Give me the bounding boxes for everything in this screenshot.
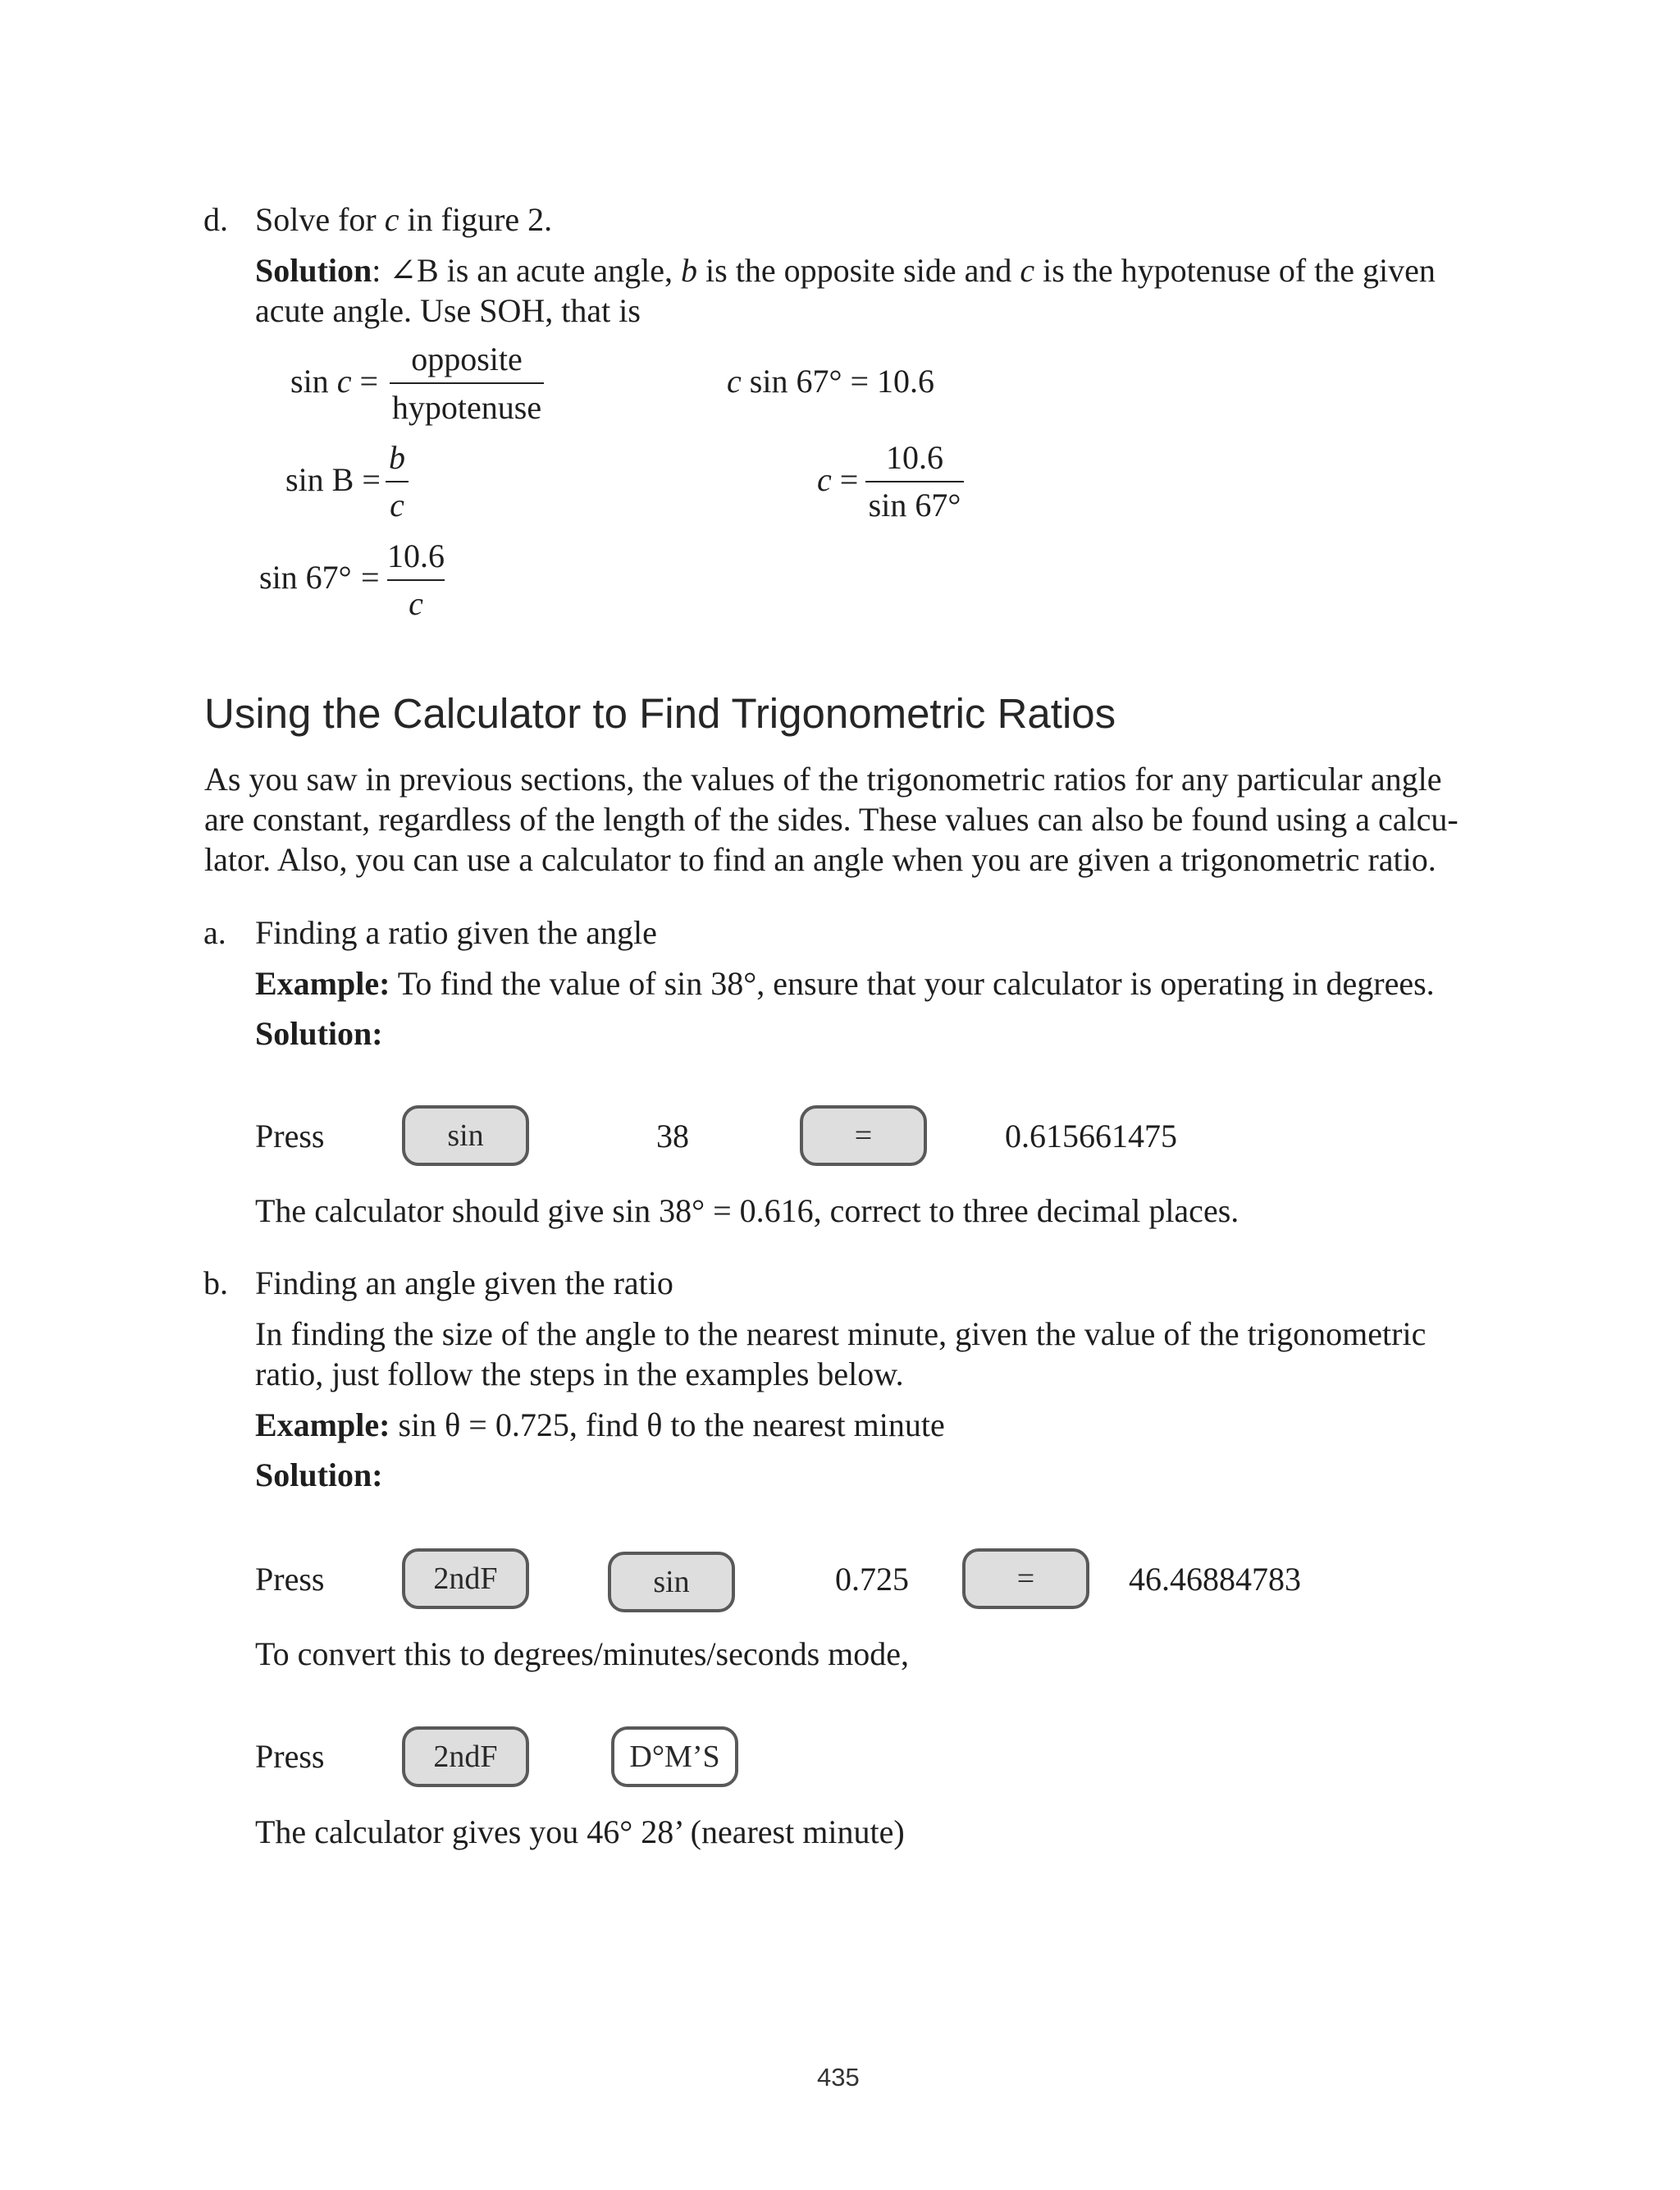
eq5-lhs: c = [817,461,859,498]
eq1-denominator: hypotenuse [391,389,542,426]
part-b-title: Finding an angle given the ratio [255,1264,673,1301]
part-b-press-label-2: Press [255,1738,325,1775]
eq3-lhs: sin 67° [259,559,352,596]
part-a-note: The calculator should give sin 38° = 0.616, correct to three decimal places. [255,1192,1239,1229]
part-a-marker: a. [203,914,226,951]
part-b-marker: b. [203,1264,228,1301]
intro-line-2: are constant, regardless of the length of the sides. These values can also be found using a calcu- [204,801,1459,838]
part-b-solution-label: Solution: [255,1456,383,1493]
part-d-question: Solve for c in figure 2. [255,201,553,238]
eq3-numerator: 10.6 [387,537,445,574]
part-b-press-label-1: Press [255,1561,325,1598]
page-number: 435 [817,2063,860,2092]
part-d-solution-line2: acute angle. Use SOH, that is [255,292,641,329]
part-b-input-value: 0.725 [835,1561,909,1598]
eq4: c sin 67° = 10.6 [727,363,934,400]
eq5-denominator: sin 67° [868,487,961,523]
calc-key-2ndf[interactable]: 2ndF [402,1548,529,1609]
convert-instruction: To convert this to degrees/minutes/seconds mode, [255,1635,910,1672]
part-a-title: Finding a ratio given the angle [255,914,657,951]
calc-key-dms[interactable]: D°M’S [611,1726,738,1787]
calc-key-equals[interactable]: = [962,1548,1089,1609]
final-result-text: The calculator gives you 46° 28’ (nearest minute) [255,1813,905,1850]
calc-key-sin[interactable]: sin [402,1105,529,1166]
part-a-example: Example: To find the value of sin 38°, ensure that your calculator is operating in degrees. [255,965,1435,1002]
eq1-lhs: sin c = [290,363,379,400]
eq1-fraction-bar [390,382,544,384]
eq3-denominator: c [409,585,423,622]
eq2-fraction-bar [386,481,409,482]
eq5-numerator: 10.6 [886,439,943,476]
section-heading: Using the Calculator to Find Trigonometric Ratios [204,690,1116,737]
eq2-denominator: c [390,487,404,523]
part-a-result: 0.615661475 [1005,1118,1177,1154]
part-b-text-line-2: ratio, just follow the steps in the examples below. [255,1356,904,1392]
eq3-fraction-bar [387,579,445,581]
calc-key-2ndf-second[interactable]: 2ndF [402,1726,529,1787]
part-b-example: Example: sin θ = 0.725, find θ to the nearest minute [255,1406,945,1443]
eq3-equals: = [361,559,380,596]
calc-key-equals[interactable]: = [800,1105,927,1166]
eq1-numerator: opposite [411,341,523,377]
eq2-numerator: b [389,439,405,476]
calc-key-sin[interactable]: sin [608,1552,735,1612]
part-a-input-value: 38 [656,1118,689,1154]
eq2-lhs: sin B = [285,461,381,498]
solution-label: Solution [255,252,372,289]
part-a-press-label: Press [255,1118,325,1154]
part-b-result: 46.46884783 [1129,1561,1301,1598]
part-a-solution-label: Solution: [255,1015,383,1052]
part-d-solution-line1: Solution: ∠B is an acute angle, b is the opposite side and c is the hypotenuse of the given [255,252,1436,289]
part-b-text-line-1: In finding the size of the angle to the nearest minute, given the value of the trigonometric [255,1315,1427,1352]
intro-line-1: As you saw in previous sections, the values of the trigonometric ratios for any particular angle [204,761,1442,798]
eq5-fraction-bar [865,481,964,482]
intro-line-3: lator. Also, you can use a calculator to find an angle when you are given a trigonometric ratio. [204,841,1436,878]
part-d-marker: d. [203,201,228,238]
